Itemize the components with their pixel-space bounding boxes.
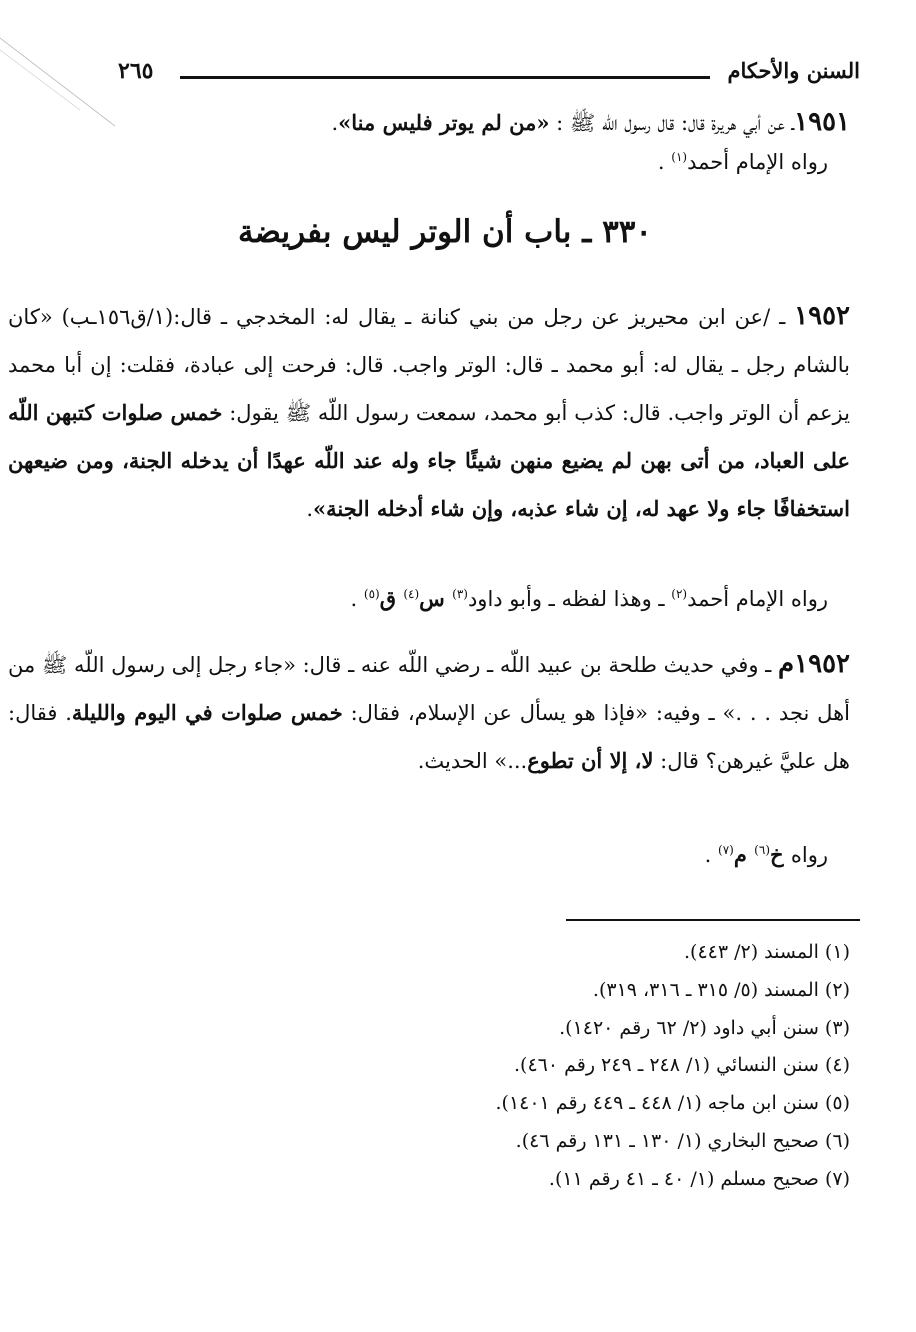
hadith-1952: ١٩٥٢ ـ /عن ابن محيريز عن رجل من بني كنانة ـ يقال له: المخدجي ـ قال:(١/ق١٥٦ـب) «كان بالشام رجل ـ يقال له: أبو محمد ـ قال: الوتر واجب. قال: فرحت إلى عبادة، فقلت: إن أبا محمد يزعم أن الوتر واجب. قال: كذب أبو محمد، سمعت رسول اللّه ﷺ يقول: خمس صلوات كتبهن اللّه على العباد، من أتى بهن لم يضيع منهن شيئًا جاء وله عند اللّه عهدًا أن يدخله الجنة، ومن ضيعهن استخفافًا جاء ولا عهد له، إن شاء عذبه، وإن شاء أدخله الجنة». — [8, 301, 850, 521]
hadith-1952m: ١٩٥٢م ـ وفي حديث طلحة بن عبيد اللّه ـ رضي اللّه عنه ـ قال: «جاء رجل إلى رسول اللّه ﷺ من أهل نجد . . .» ـ وفيه: «فإذا هو يسأل عن الإسلام، فقال: خمس صلوات في اليوم والليلة. فقال: هل عليَّ غيرهن؟ قال: لا، إلا أن تطوع...» الحديث. — [8, 649, 850, 773]
footnote: (٤) سنن النسائي (١/ ٢٤٨ ـ ٢٤٩ رقم ٤٦٠). — [513, 1054, 850, 1077]
hadith-1952-reference: رواه الإمام أحمد$^{(٢)}$ ـ وهذا لفظه ـ وأبو داود$^{(٣)}$ س$^{(٤)}$ ق$^{(٥)}$ . — [350, 586, 828, 611]
footnote: (٧) صحيح مسلم (١/ ٤٠ ـ ٤١ رقم ١١). — [548, 1167, 850, 1190]
hadith-1951-reference: رواه الإمام أحمد$^{(١)}$ . — [657, 150, 828, 174]
hadith-quote: خمس صلوات كتبهن اللّه على العباد، من أتى بهن لم يضيع منهن شيئًا جاء وله عند اللّه عهدًا أن يدخله الجنة، ومن ضيعهن استخفافًا جاء ولا عهد له، إن شاء عذبه، وإن شاء أدخله الجنة» — [8, 400, 850, 521]
manuscript-ref: (١/ق١٥٦ـب) — [61, 305, 174, 329]
footnotes — [250, 934, 850, 1199]
hadith-text: «كان بالشام رجل ـ يقال له: أبو محمد ـ قال: الوتر واجب. قال: فرحت إلى عبادة، فقلت: إن أبا محمد يزعم أن الوتر واجب. قال: كذب أبو محمد، سمعت رسول اللّه ﷺ يقول: — [8, 305, 850, 425]
hadith-text: ـ عن أبي هريرة قال: قال رسول اللّه ﷺ : — [549, 111, 795, 135]
hadith-number: ١٩٥٢م — [778, 649, 850, 679]
running-header-title: السنن والأحكام — [727, 58, 860, 83]
footnote: (٦) صحيح البخاري (١/ ١٣٠ ـ ١٣١ رقم ٤٦). — [515, 1129, 850, 1152]
hadith-number: ١٩٥١ — [794, 107, 850, 137]
footnote-rule — [566, 919, 860, 921]
footnote-marker: (١) — [671, 150, 688, 164]
footnote: (٢) المسند (٥/ ٣١٥ ـ ٣١٦، ٣١٩). — [592, 978, 850, 1001]
hadith-1952m-reference: رواه خ$^{(٦)}$ م$^{(٧)}$ . — [704, 842, 828, 867]
hadith-number: ١٩٥٢ — [794, 301, 850, 331]
hadith-quote: «من لم يوتر فليس منا» — [338, 110, 550, 135]
footnote: (٣) سنن أبي داود (٢/ ٦٢ رقم ١٤٢٠). — [559, 1016, 850, 1039]
hadith-text: ـ وفي حديث طلحة بن عبيد اللّه ـ رضي اللّه عنه ـ قال: «جاء رجل إلى رسول اللّه ﷺ من أهل نجد . . .» ـ وفيه: «فإذا هو يسأل عن الإسلام، فقال: — [8, 653, 850, 725]
chapter-heading: ٣٣٠ ـ باب أن الوتر ليس بفريضة — [237, 214, 653, 250]
header-rule — [180, 76, 710, 79]
footnote: (١) المسند (٢/ ٤٤٣). — [683, 941, 850, 963]
hadith-intro: ـ /عن ابن محيريز عن رجل من بني كنانة ـ يقال له: المخدجي ـ قال: — [173, 305, 795, 329]
hadith-1951: ١٩٥١ـ عن أبي هريرة قال: قال رسول اللّه ﷺ : «من لم يوتر فليس منا». — [331, 107, 850, 137]
running-header — [118, 58, 860, 94]
page-number: ٢٦٥ — [118, 58, 154, 84]
footnote: (٥) سنن ابن ماجه (١/ ٤٤٨ ـ ٤٤٩ رقم ١٤٠١). — [495, 1092, 850, 1115]
